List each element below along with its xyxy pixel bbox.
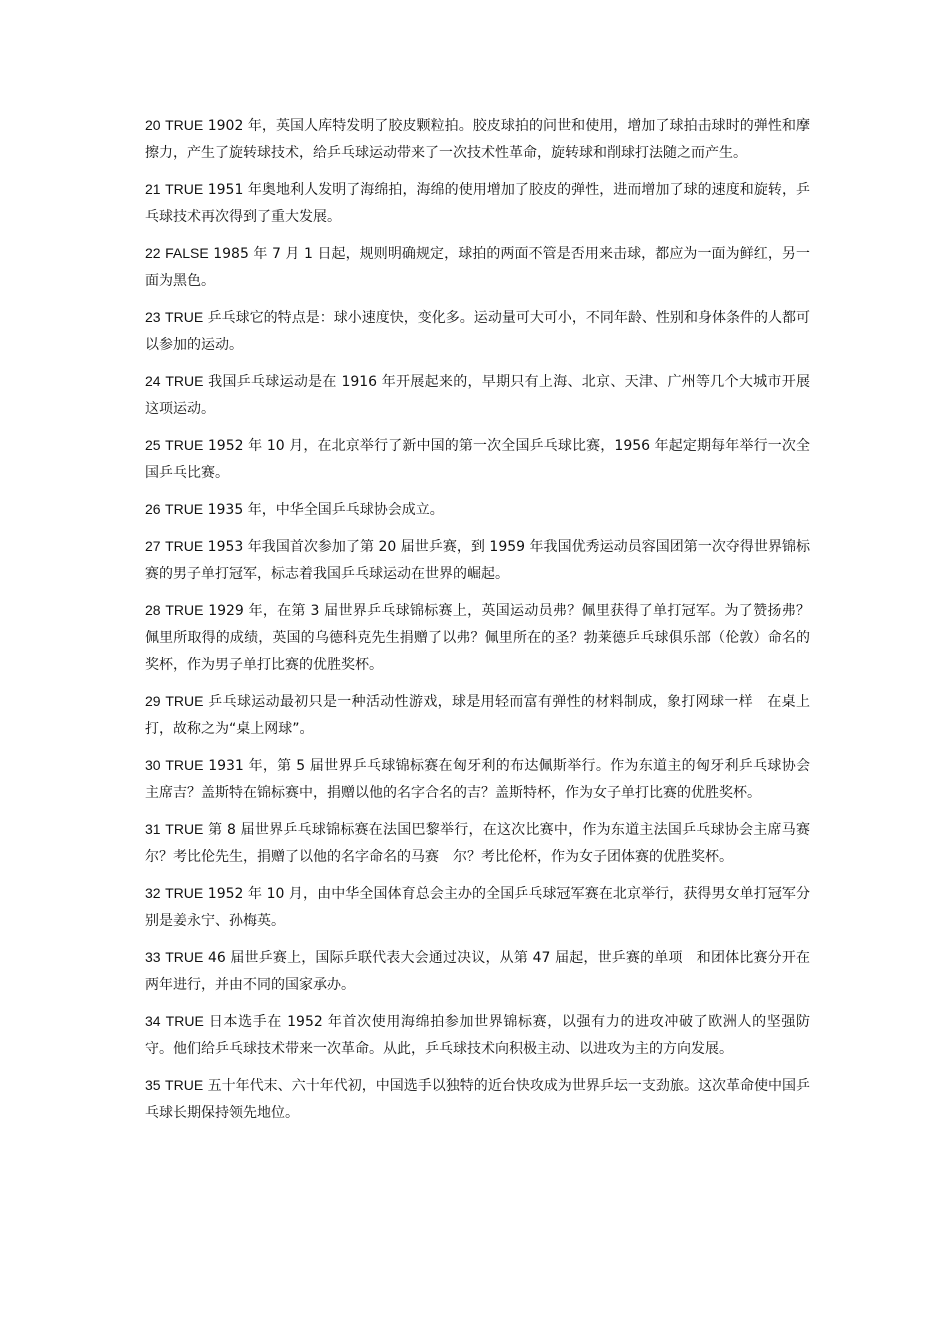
item-answer: TRUE bbox=[165, 821, 204, 837]
item-number: 24 bbox=[145, 373, 161, 389]
item-answer: TRUE bbox=[165, 373, 204, 389]
item-text: 乒乓球它的特点是：球小速度快，变化多。运动量可大可小，不同年龄、性别和身体条件的人都可以参加的运动。 bbox=[145, 310, 811, 353]
list-item bbox=[145, 752, 810, 807]
item-number: 30 bbox=[145, 757, 161, 773]
item-text: 1951 年奥地利人发明了海绵拍，海绵的使用增加了胶皮的弹性，进而增加了球的速度和旋转，乒乓球技术再次得到了重大发展。 bbox=[145, 182, 811, 225]
item-answer: TRUE bbox=[165, 1077, 204, 1093]
item-text: 1952 年 10 月，在北京举行了新中国的第一次全国乒乓球比赛，1956 年起定期每年举行一次全国乒乓比赛。 bbox=[145, 438, 811, 481]
item-number: 27 bbox=[145, 538, 161, 554]
list-item bbox=[145, 240, 810, 295]
item-text: 1935 年，中华全国乒乓球协会成立。 bbox=[207, 502, 444, 518]
item-answer: TRUE bbox=[165, 1013, 204, 1029]
list-item bbox=[145, 880, 810, 935]
item-answer: TRUE bbox=[165, 117, 204, 133]
list-item bbox=[145, 176, 810, 231]
item-text: 46 届世乒赛上，国际乒联代表大会通过决议，从第 47 届起，世乒赛的单项 和团体比赛分开在两年进行，并由不同的国家承办。 bbox=[145, 950, 810, 993]
item-text: 1931 年，第 5 届世界乒乓球锦标赛在匈牙利的布达佩斯举行。作为东道主的匈牙利乒乓球协会主席吉？盖斯特在锦标赛中，捐赠以他的名字合名的吉？盖斯特杯，作为女子单打比赛的优胜奖杯。 bbox=[145, 758, 810, 801]
list-item bbox=[145, 533, 810, 588]
item-answer: TRUE bbox=[165, 181, 204, 197]
item-answer: TRUE bbox=[165, 309, 204, 325]
list-item bbox=[145, 112, 810, 167]
item-number: 26 bbox=[145, 501, 161, 517]
item-text: 第 8 届世界乒乓球锦标赛在法国巴黎举行，在这次比赛中，作为东道主法国乒乓球协会主席马赛 尔？考比伦先生，捐赠了以他的名字命名的马赛 尔？考比伦杯，作为女子团体赛的优胜奖杯。 bbox=[145, 822, 825, 865]
item-text: 1902 年，英国人库特发明了胶皮颗粒拍。胶皮球拍的问世和使用，增加了球拍击球时的弹性和摩擦力，产生了旋转球技术，给乒乓球运动带来了一次技术性革命，旋转球和削球打法随之而产生。 bbox=[145, 118, 811, 161]
item-number: 33 bbox=[145, 949, 161, 965]
item-text: 五十年代末、六十年代初，中国选手以独特的近台快攻成为世界乒坛一支劲旅。这次革命使中国乒乓球长期保持领先地位。 bbox=[145, 1078, 811, 1121]
list-item bbox=[145, 304, 810, 359]
list-item bbox=[145, 816, 825, 871]
item-number: 31 bbox=[145, 821, 161, 837]
item-answer: TRUE bbox=[165, 602, 204, 618]
item-number: 25 bbox=[145, 437, 161, 453]
item-text: 乒乓球运动最初只是一种活动性游戏，球是用轻而富有弹性的材料制成，象打网球一样 在桌上打，故称之为“桌上网球”。 bbox=[145, 694, 811, 737]
list-item bbox=[145, 368, 810, 423]
item-answer: TRUE bbox=[165, 949, 204, 965]
item-answer: TRUE bbox=[165, 693, 204, 709]
item-answer: FALSE bbox=[165, 245, 209, 261]
item-number: 20 bbox=[145, 117, 161, 133]
list-item bbox=[145, 496, 810, 524]
list-item bbox=[145, 1008, 810, 1063]
item-answer: TRUE bbox=[165, 501, 204, 517]
item-text: 1953 年我国首次参加了第 20 届世乒赛，到 1959 年我国优秀运动员容国团第一次夺得世界锦标赛的男子单打冠军，标志着我国乒乓球运动在世界的崛起。 bbox=[145, 539, 811, 582]
item-text: 1985 年 7 月 1 日起，规则明确规定，球拍的两面不管是否用来击球，都应为一面为鲜红，另一面为黑色。 bbox=[145, 246, 810, 289]
item-number: 28 bbox=[145, 602, 161, 618]
item-text: 日本选手在 1952 年首次使用海绵拍参加世界锦标赛，以强有力的进攻冲破了欧洲人的坚强防守。他们给乒乓球技术带来一次革命。从此，乒乓球技术向积极主动、以进攻为主的方向发展。 bbox=[145, 1014, 811, 1057]
item-number: 21 bbox=[145, 181, 161, 197]
item-answer: TRUE bbox=[165, 538, 204, 554]
item-text: 1929 年，在第 3 届世界乒乓球锦标赛上，英国运动员弗？佩里获得了单打冠军。为了赞扬弗？佩里所取得的成绩，英国的乌德科克先生捐赠了以弗？佩里所在的圣？勃莱德乒乓球俱乐部（伦敦）命名的奖杯，作为男子单打比赛的优胜奖杯。 bbox=[145, 603, 810, 673]
item-number: 29 bbox=[145, 693, 161, 709]
item-number: 32 bbox=[145, 885, 161, 901]
list-item bbox=[145, 944, 810, 999]
item-text: 我国乒乓球运动是在 1916 年开展起来的，早期只有上海、北京、天津、广州等几个大城市开展这项运动。 bbox=[145, 374, 810, 417]
item-number: 34 bbox=[145, 1013, 161, 1029]
item-number: 35 bbox=[145, 1077, 161, 1093]
item-number: 23 bbox=[145, 309, 161, 325]
list-item bbox=[145, 432, 810, 487]
item-number: 22 bbox=[145, 245, 161, 261]
list-item bbox=[145, 1072, 810, 1127]
item-answer: TRUE bbox=[165, 757, 204, 773]
item-answer: TRUE bbox=[165, 885, 204, 901]
list-item bbox=[145, 688, 810, 743]
item-text: 1952 年 10 月，由中华全国体育总会主办的全国乒乓球冠军赛在北京举行，获得男女单打冠军分别是姜永宁、孙梅英。 bbox=[145, 886, 811, 929]
item-answer: TRUE bbox=[165, 437, 204, 453]
list-item bbox=[145, 597, 810, 679]
document-body bbox=[145, 112, 825, 1136]
